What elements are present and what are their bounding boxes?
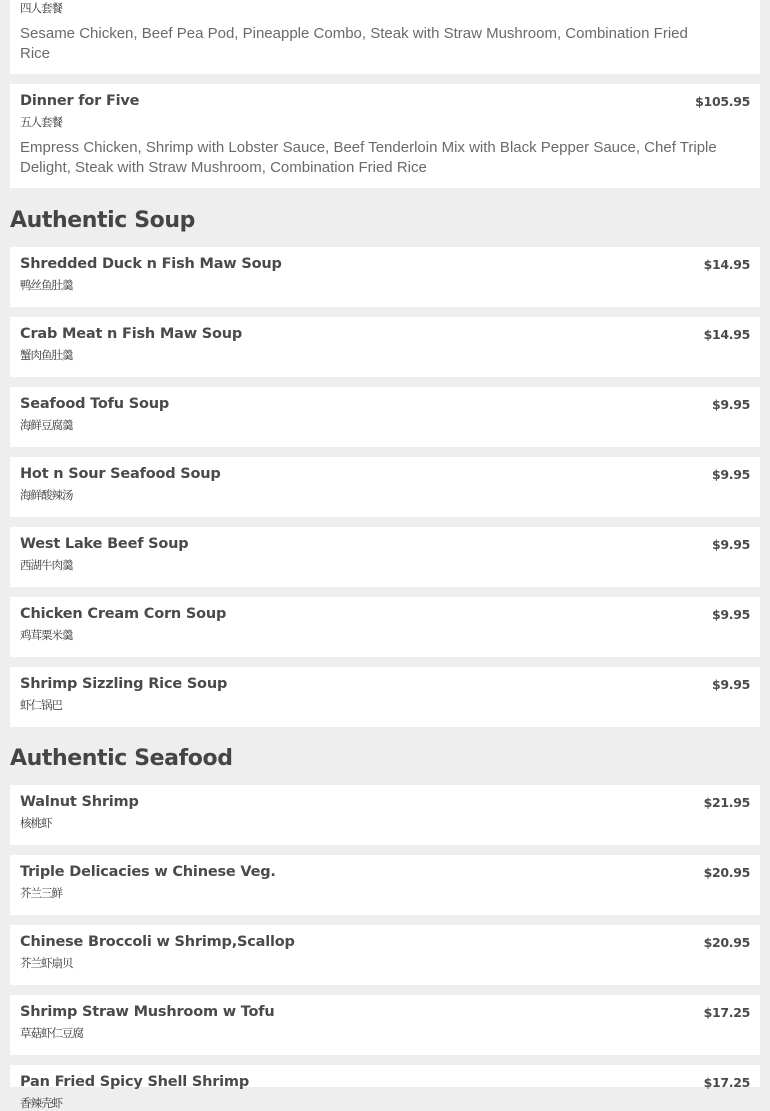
menu-item-price: $9.95 — [711, 397, 750, 412]
section-title-soup: Authentic Soup — [10, 208, 195, 233]
menu-item-card[interactable] — [10, 855, 760, 915]
menu-item-price: $14.95 — [703, 327, 750, 342]
menu-item-chinese-name: 西湖牛肉羹 — [20, 558, 73, 572]
menu-item-name: Shrimp Sizzling Rice Soup — [20, 676, 228, 692]
menu-item-chinese-name: 鸡茸粟米羹 — [20, 628, 73, 642]
menu-item-chinese-name: 蟹肉鱼肚羹 — [20, 348, 73, 362]
menu-item-name: Chicken Cream Corn Soup — [20, 606, 227, 622]
menu-item-name: Hot n Sour Seafood Soup — [20, 466, 221, 482]
menu-item-card[interactable] — [10, 527, 760, 587]
menu-item-name: Triple Delicacies w Chinese Veg. — [20, 864, 276, 880]
menu-item-card[interactable] — [10, 84, 760, 188]
menu-item-price: $20.95 — [703, 935, 750, 950]
menu-item-chinese-name: 香辣壳虾 — [20, 1096, 62, 1110]
menu-item-price: $21.95 — [703, 795, 750, 810]
menu-item-description: Sesame Chicken, Beef Pea Pod, Pineapple Combo, Steak with Straw Mushroom, Combination Fried Rice — [20, 25, 688, 62]
menu-item-name: Chinese Broccoli w Shrimp,Scallop — [20, 934, 295, 950]
menu-item-chinese-name: 草菇虾仁豆腐 — [20, 1026, 83, 1040]
menu-item-name: West Lake Beef Soup — [20, 536, 189, 552]
menu-item-card[interactable] — [10, 1065, 760, 1110]
menu-item-chinese-name: 海鲜豆腐羹 — [20, 418, 73, 432]
menu-item-name: Pan Fried Spicy Shell Shrimp — [20, 1074, 250, 1090]
menu-item-chinese-name: 芥兰虾扇贝 — [20, 956, 73, 970]
menu-item-price: $14.95 — [703, 257, 750, 272]
menu-item-name: Shredded Duck n Fish Maw Soup — [20, 256, 282, 272]
menu-item-card[interactable] — [10, 995, 760, 1055]
menu-item-card[interactable] — [10, 667, 760, 727]
menu-item-card[interactable] — [10, 597, 760, 657]
menu-item-chinese-name: 鸭丝鱼肚羹 — [20, 278, 73, 292]
menu-item-price: $9.95 — [711, 677, 750, 692]
menu-item-card[interactable] — [10, 0, 760, 74]
menu-item-chinese-name: 海鲜酸辣汤 — [20, 488, 73, 502]
menu-item-card[interactable] — [10, 785, 760, 845]
menu-item-chinese-name: 芥兰三鲜 — [20, 886, 62, 900]
menu-item-price: $9.95 — [711, 607, 750, 622]
menu-item-price: $105.95 — [695, 94, 750, 109]
section-title-seafood: Authentic Seafood — [10, 746, 233, 771]
menu-item-price: $9.95 — [711, 537, 750, 552]
menu-item-name: Crab Meat n Fish Maw Soup — [20, 326, 243, 342]
menu-item-card[interactable] — [10, 247, 760, 307]
menu-item-card[interactable] — [10, 387, 760, 447]
menu-item-card[interactable] — [10, 925, 760, 985]
menu-item-name: Seafood Tofu Soup — [20, 396, 170, 412]
menu-item-name: Dinner for Five — [20, 93, 140, 109]
menu-item-chinese-name: 虾仁锅巴 — [20, 698, 62, 712]
menu-item-name: Walnut Shrimp — [20, 794, 139, 810]
menu-item-card[interactable] — [10, 317, 760, 377]
menu-item-price: $17.25 — [703, 1075, 750, 1090]
menu-item-price: $17.25 — [703, 1005, 750, 1020]
menu-item-price: $9.95 — [711, 467, 750, 482]
menu-item-price: $20.95 — [703, 865, 750, 880]
menu-item-chinese-name: 核桃虾 — [20, 816, 52, 830]
menu-item-chinese-name: 四人套餐 — [20, 1, 62, 15]
menu-item-description: Empress Chicken, Shrimp with Lobster Sauce, Beef Tenderloin Mix with Black Pepper Sauce, Chef Triple Delight, Steak with Straw Mushroom, Combination Fried Rice — [20, 139, 717, 176]
menu-item-card[interactable] — [10, 457, 760, 517]
menu-item-chinese-name: 五人套餐 — [20, 115, 62, 129]
menu-item-name: Shrimp Straw Mushroom w Tofu — [20, 1004, 275, 1020]
